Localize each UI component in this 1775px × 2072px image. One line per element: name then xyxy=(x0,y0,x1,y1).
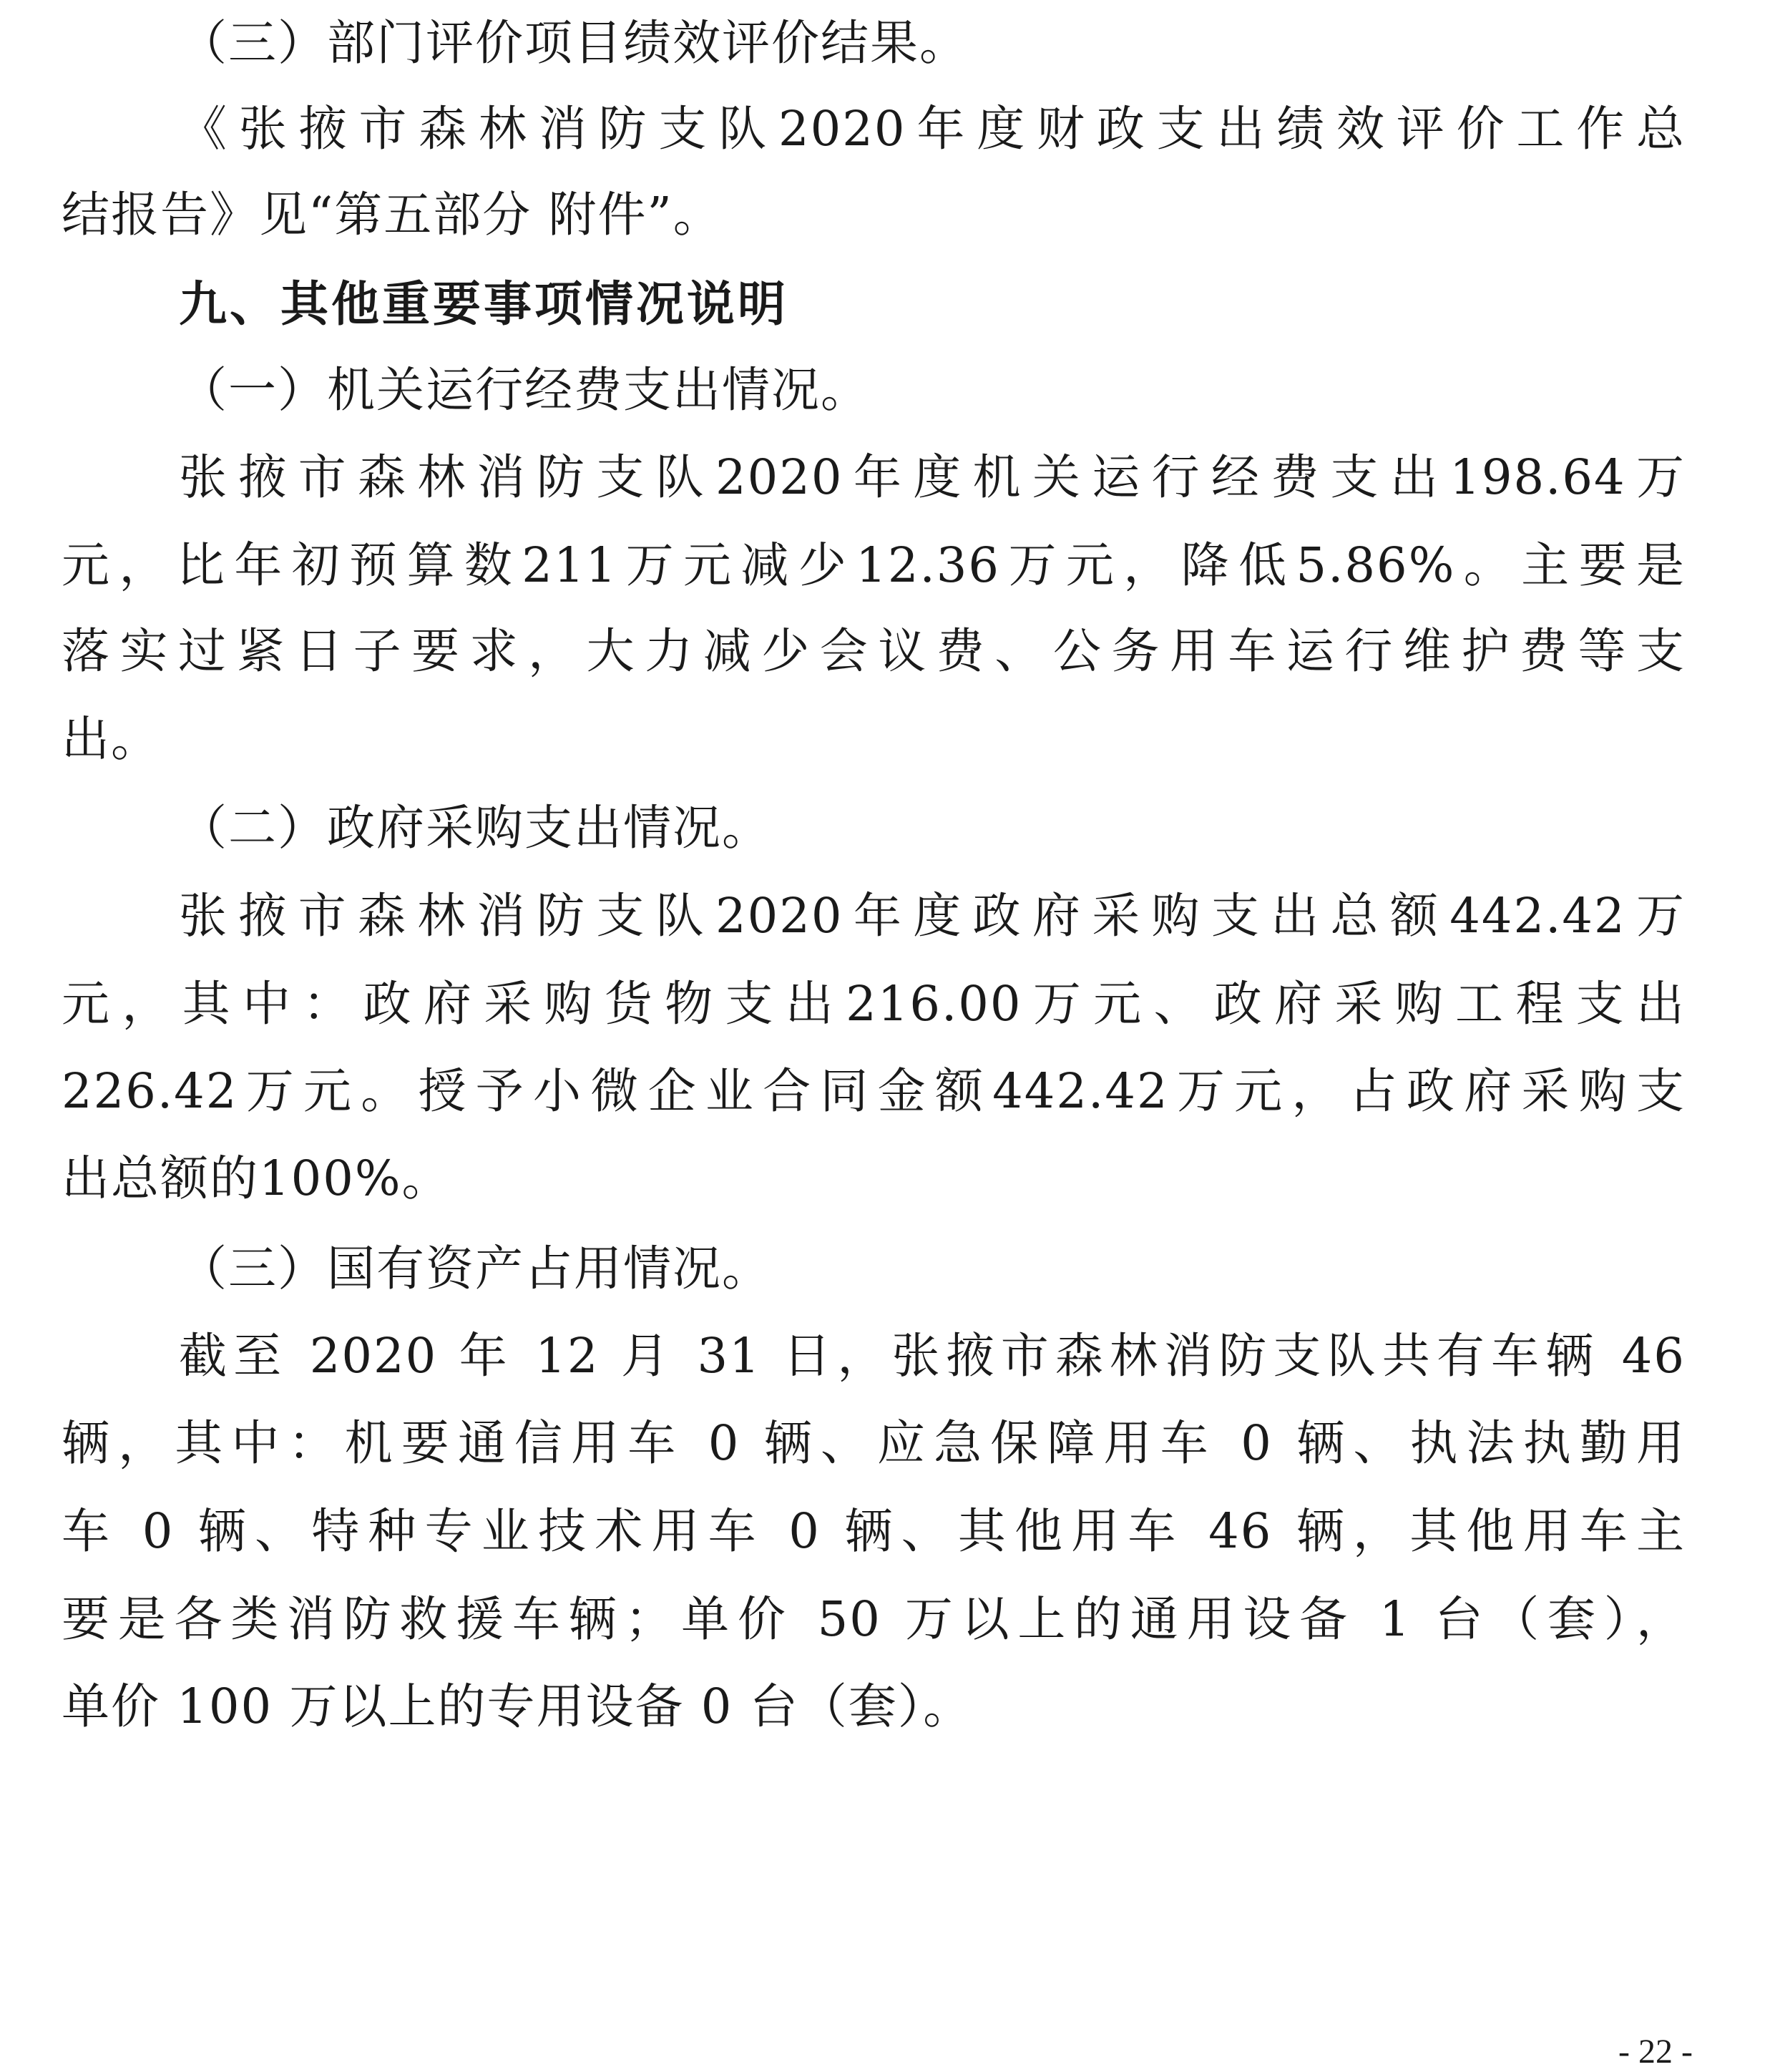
paragraph-procurement-line-2: 元，其中：政府采购货物支出216.00万元、政府采购工程支出 xyxy=(62,976,1686,1032)
subheading-government-procurement: （二）政府采购支出情况。 xyxy=(179,800,771,856)
section-heading-other-matters: 九、其他重要事项情况说明 xyxy=(179,276,788,332)
paragraph-state-assets-line-5: 单价 100 万以上的专用设备 0 台（套）。 xyxy=(62,1678,973,1734)
paragraph-state-assets-line-3: 车 0 辆、特种专业技术用车 0 辆、其他用车 46 辆，其他用车主 xyxy=(62,1503,1686,1559)
paragraph-state-assets-line-2: 辆，其中：机要通信用车 0 辆、应急保障用车 0 辆、执法执勤用 xyxy=(62,1415,1686,1471)
page-number: - 22 - xyxy=(1618,2033,1693,2071)
subheading-operating-expenses: （一）机关运行经费支出情况。 xyxy=(179,362,870,418)
paragraph-operating-expenses-line-4: 出。 xyxy=(62,711,160,767)
paragraph-operating-expenses-line-3: 落实过紧日子要求，大力减少会议费、公务用车运行维护费等支 xyxy=(62,623,1686,679)
paragraph-procurement-line-1: 张掖市森林消防支队2020年度政府采购支出总额442.42万 xyxy=(179,888,1686,944)
paragraph-performance-report-line-2: 结报告》见“第五部分 附件”。 xyxy=(62,187,723,243)
paragraph-performance-report-line-1: 《张掖市森林消防支队2020年度财政支出绩效评价工作总 xyxy=(179,101,1686,157)
paragraph-state-assets-line-4: 要是各类消防救援车辆；单价 50 万以上的通用设备 1 台（套）， xyxy=(62,1591,1686,1647)
subheading-state-assets: （三）国有资产占用情况。 xyxy=(179,1241,771,1296)
paragraph-state-assets-line-1: 截至 2020 年 12 月 31 日，张掖市森林消防支队共有车辆 46 xyxy=(179,1328,1686,1384)
paragraph-operating-expenses-line-2: 元，比年初预算数211万元减少12.36万元，降低5.86%。主要是 xyxy=(62,537,1686,593)
subheading-performance-results: （三）部门评价项目绩效评价结果。 xyxy=(179,15,969,71)
paragraph-procurement-line-3: 226.42万元。授予小微企业合同金额442.42万元，占政府采购支 xyxy=(62,1063,1686,1119)
paragraph-procurement-line-4: 出总额的100%。 xyxy=(62,1150,451,1206)
paragraph-operating-expenses-line-1: 张掖市森林消防支队2020年度机关运行经费支出198.64万 xyxy=(179,449,1686,505)
